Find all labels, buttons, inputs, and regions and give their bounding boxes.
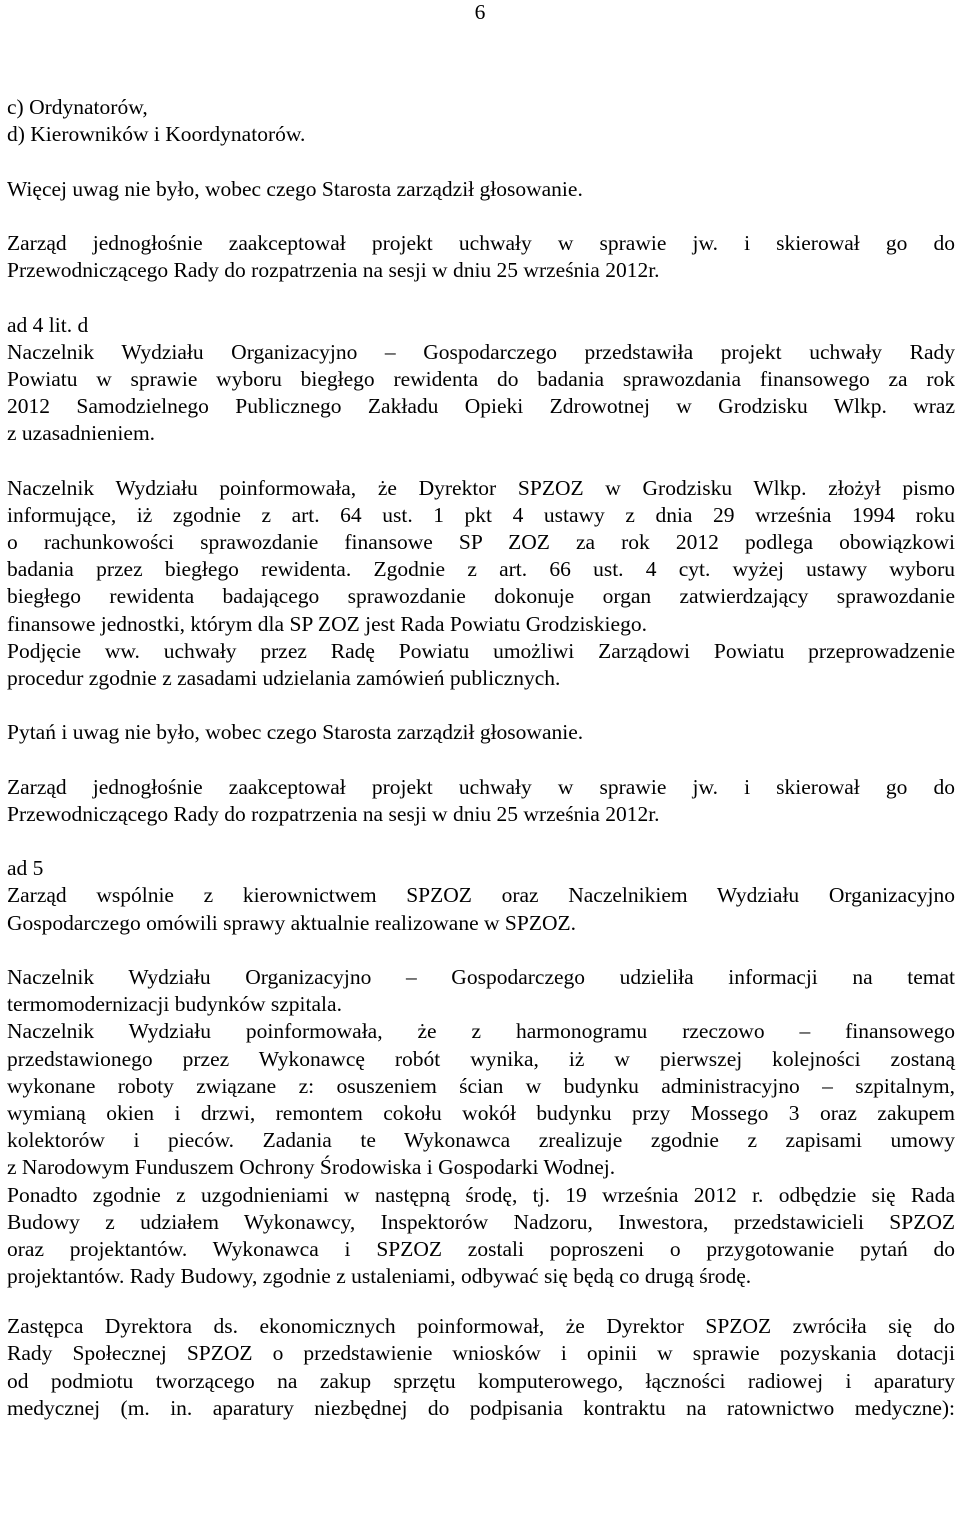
paragraph-line: 2012 Samodzielnego Publicznego Zakładu Opieki Zdrowotnej w Grodzisku Wlkp. wraz: [7, 394, 955, 419]
paragraph-line: medycznej (m. in. aparatury niezbędnej do podpisania kontraktu na ratownictwo medyczne):: [7, 1395, 955, 1420]
paragraph-line: Naczelnik Wydziału Organizacyjno – Gospodarczego udzieliła informacji na temat: [7, 965, 955, 989]
paragraph-line: Rady Społecznej SPZOZ o przedstawienie wniosków i opinii w sprawie pozyskania dotacji: [7, 1341, 955, 1366]
paragraph-line: Przewodniczącego Rady do rozpatrzenia na sesji w dniu 25 września 2012r.: [7, 258, 660, 283]
paragraph-line: przedstawionego przez Wykonawcę robót wynika, iż w pierwszej kolejności zostaną: [7, 1046, 955, 1071]
paragraph-line: Zarząd jednogłośnie zaakceptował projekt uchwały w sprawie jw. i skierował go do: [7, 230, 955, 255]
paragraph-line: od podmiotu tworzącego na zakup sprzętu komputerowego, łączności radiowej i aparatury: [7, 1368, 955, 1393]
paragraph-line: Zastępca Dyrektora ds. ekonomicznych poinformował, że Dyrektor SPZOZ zwróciła się do: [7, 1314, 955, 1339]
paragraph-line: z Narodowym Funduszem Ochrony Środowiska i Gospodarki Wodnej.: [7, 1155, 616, 1180]
paragraph-line: z uzasadnieniem.: [7, 421, 156, 446]
paragraph-line: wymianą okien i drzwi, remontem cokołu wokół budynku przy Mossego 3 oraz zakupem: [7, 1100, 955, 1125]
section-heading: ad 4 lit. d: [7, 312, 89, 337]
paragraph-line: Budowy z udziałem Wykonawcy, Inspektorów Nadzoru, Inwestora, przedstawicieli SPZOZ: [7, 1209, 955, 1234]
paragraph-line: Naczelnik Wydziału Organizacyjno – Gospodarczego przedstawiła projekt uchwały Rady: [7, 339, 955, 364]
list-item-d: d) Kierowników i Koordynatorów.: [7, 122, 306, 147]
list-item-c: c) Ordynatorów,: [7, 95, 148, 119]
paragraph-line: Powiatu w sprawie wyboru biegłego rewidenta do badania sprawozdania finansowego za rok: [7, 366, 955, 391]
paragraph-line: Więcej uwag nie było, wobec czego Starosta zarządził głosowanie.: [7, 176, 583, 201]
paragraph-line: finansowe jednostki, którym dla SP ZOZ jest Rada Powiatu Grodziskiego.: [7, 611, 647, 636]
paragraph-line: Podjęcie ww. uchwały przez Radę Powiatu umożliwi Zarządowi Powiatu przeprowadzenie: [7, 638, 955, 663]
paragraph-line: Gospodarczego omówili sprawy aktualnie realizowane w SPZOZ.: [7, 910, 576, 935]
paragraph-line: informujące, iż zgodnie z art. 64 ust. 1 pkt 4 ustawy z dnia 29 września 1994 roku: [7, 502, 955, 527]
document-body: [7, 94, 955, 1422]
paragraph-line: Ponadto zgodnie z uzgodnieniami w następną środę, tj. 19 września 2012 r. odbędzie się Rada: [7, 1182, 955, 1207]
section-heading: ad 5: [7, 856, 44, 881]
paragraph-line: projektantów. Rady Budowy, zgodnie z ustaleniami, odbywać się będą co drugą środę.: [7, 1264, 752, 1289]
paragraph-line: Pytań i uwag nie było, wobec czego Starosta zarządził głosowanie.: [7, 720, 584, 745]
page-number: 6: [474, 0, 486, 24]
paragraph-line: oraz projektantów. Wykonawca i SPZOZ zostali poproszeni o przygotowanie pytań do: [7, 1236, 955, 1261]
paragraph-line: Przewodniczącego Rady do rozpatrzenia na sesji w dniu 25 września 2012r.: [7, 801, 660, 826]
paragraph-line: procedur zgodnie z zasadami udzielania zamówień publicznych.: [7, 665, 561, 690]
paragraph-line: termomodernizacji budynków szpitala.: [7, 992, 342, 1017]
paragraph-line: Naczelnik Wydziału poinformowała, że Dyrektor SPZOZ w Grodzisku Wlkp. złożył pismo: [7, 475, 955, 500]
paragraph-line: Naczelnik Wydziału poinformowała, że z harmonogramu rzeczowo – finansowego: [7, 1019, 955, 1044]
paragraph-line: kolektorów i pieców. Zadania te Wykonawca zrealizuje zgodnie z zapisami umowy: [7, 1128, 955, 1153]
paragraph-line: biegłego rewidenta badającego sprawozdanie dokonuje organ zatwierdzający sprawozdanie: [7, 584, 955, 609]
paragraph-line: wykonane roboty związane z: osuszeniem ścian w budynku administracyjno – szpitalnym,: [7, 1073, 955, 1098]
paragraph-line: badania przez biegłego rewidenta. Zgodnie z art. 66 ust. 4 cyt. wyżej ustawy wyboru: [7, 557, 955, 582]
paragraph-line: Zarząd wspólnie z kierownictwem SPZOZ oraz Naczelnikiem Wydziału Organizacyjno: [7, 883, 955, 908]
paragraph-line: o rachunkowości sprawozdanie finansowe SP ZOZ za rok 2012 podlega obowiązkowi: [7, 530, 955, 554]
paragraph-line: Zarząd jednogłośnie zaakceptował projekt uchwały w sprawie jw. i skierował go do: [7, 774, 955, 799]
